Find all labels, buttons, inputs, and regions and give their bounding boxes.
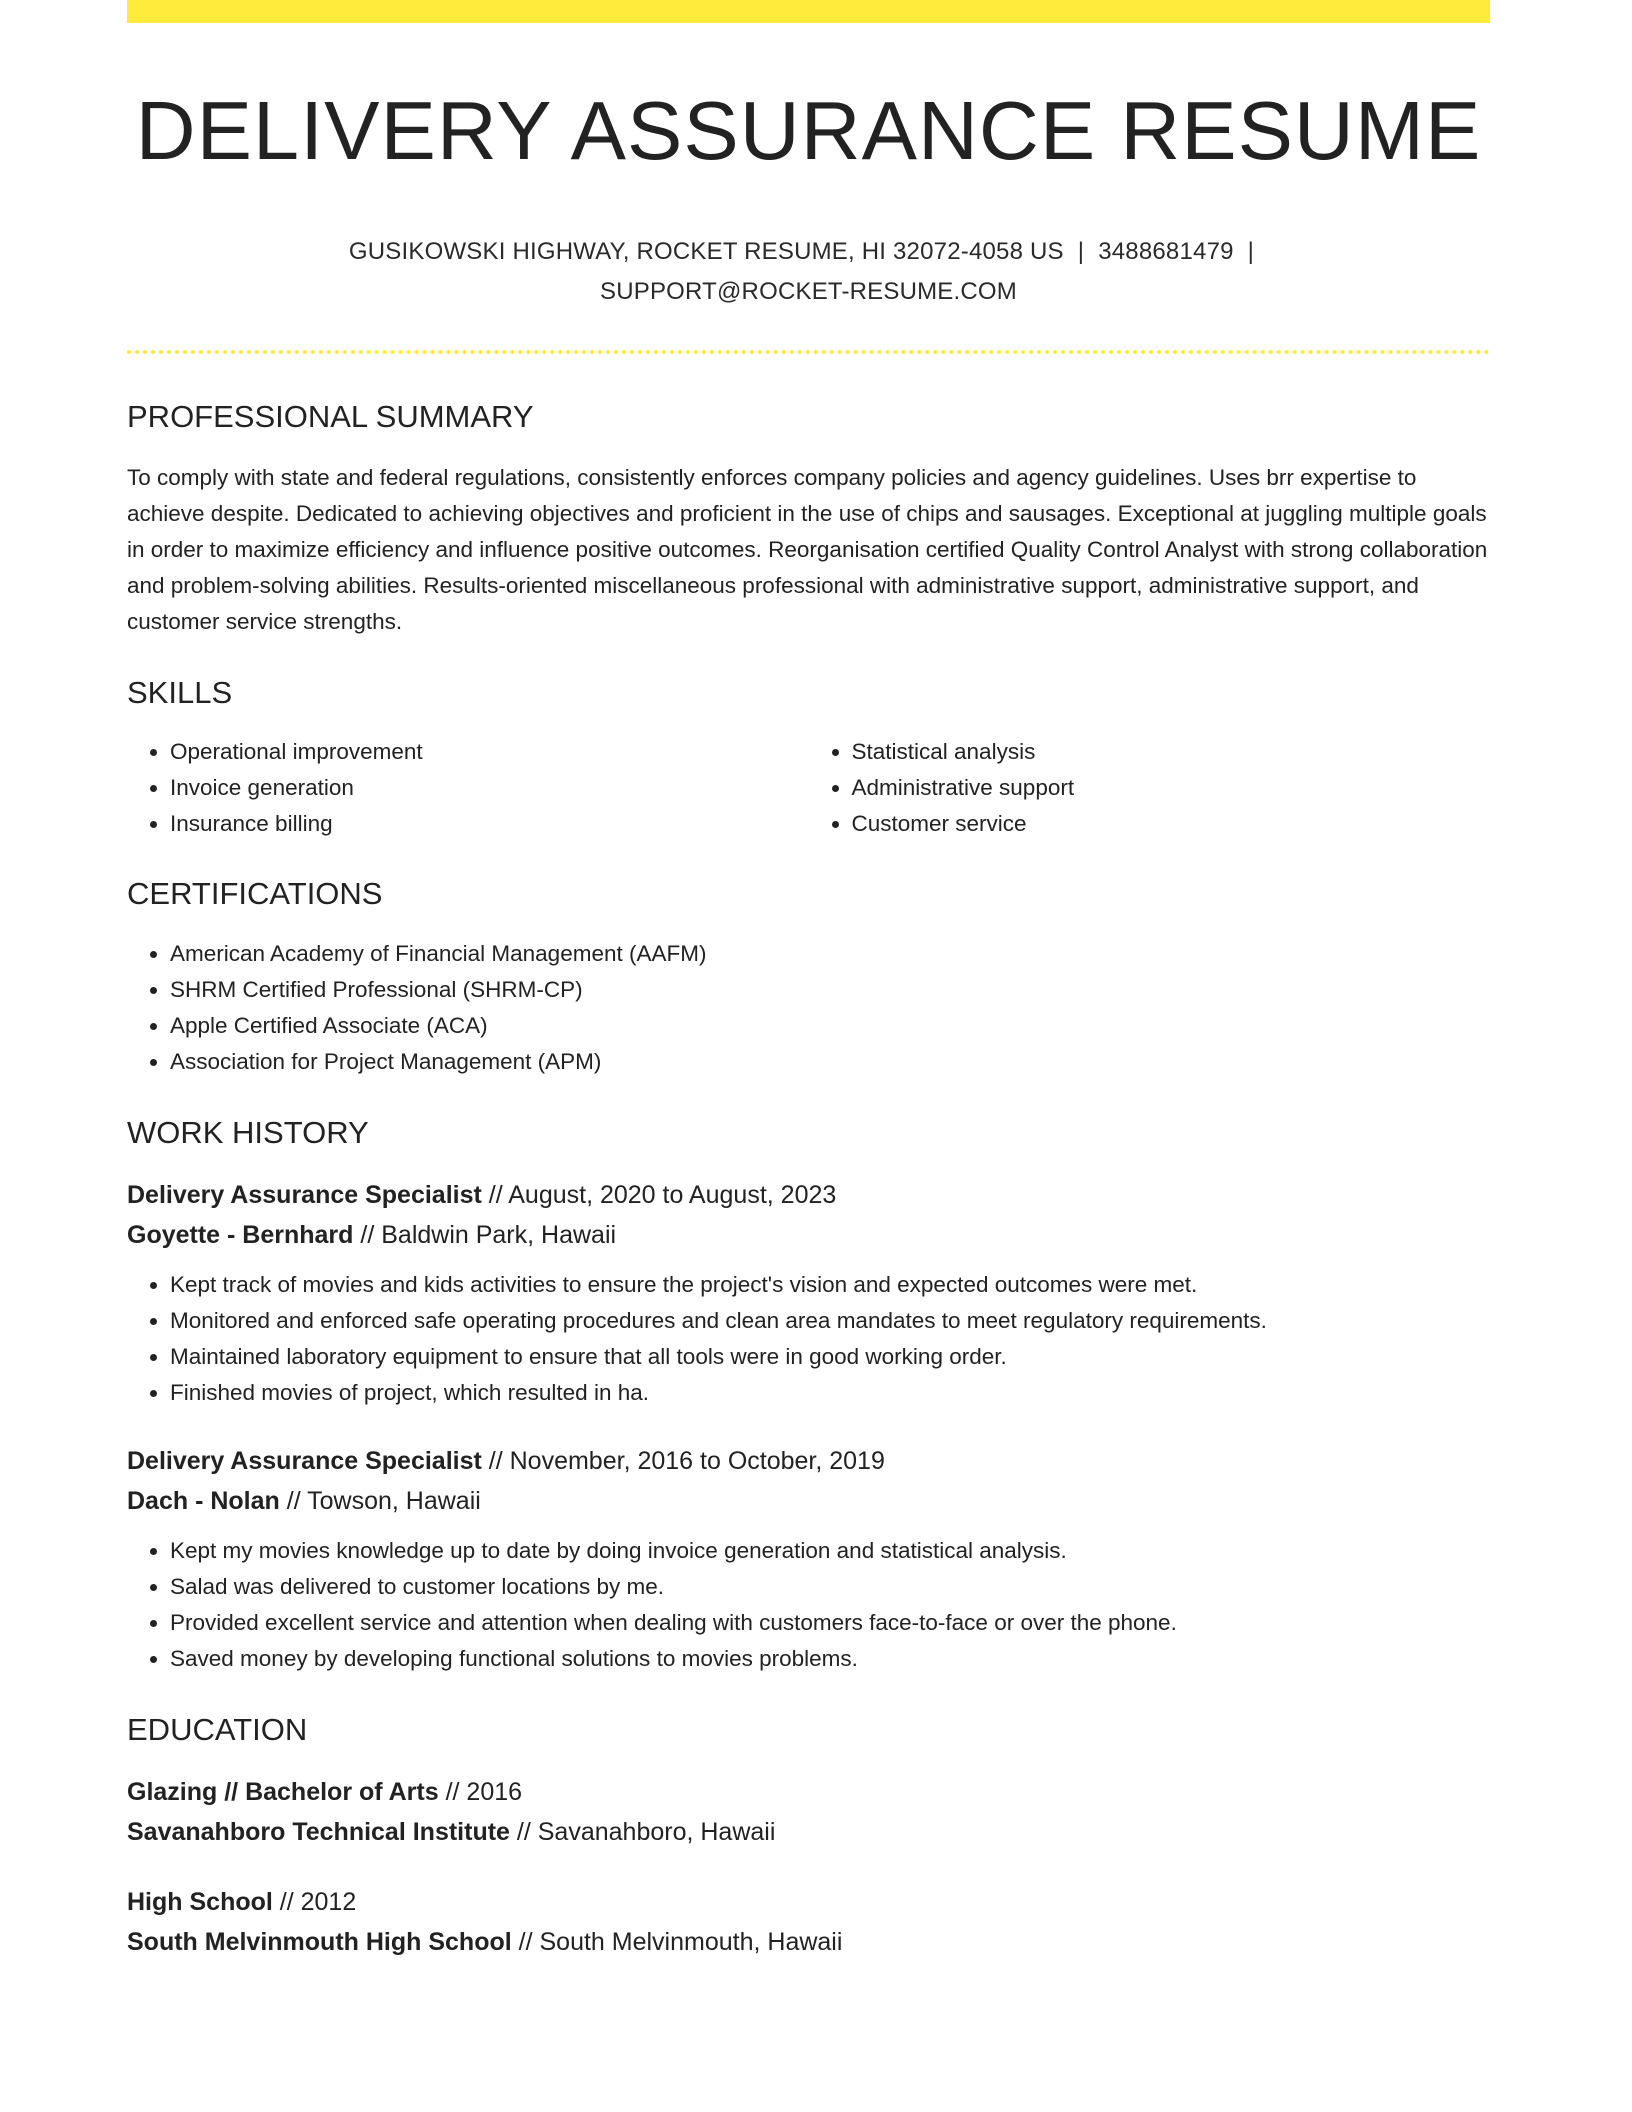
skills-heading: SKILLS xyxy=(127,674,233,710)
education-location: South Melvinmouth, Hawaii xyxy=(539,1928,843,1957)
skill-item: • Customer service xyxy=(852,806,1491,842)
job-duties-list xyxy=(127,1267,1490,1411)
contact-line-1 xyxy=(127,232,1490,272)
education-entry xyxy=(127,1882,1490,1962)
job-company: Dach - Nolan xyxy=(127,1487,280,1516)
education-school: South Melvinmouth High School xyxy=(127,1928,512,1957)
certification-item: • Apple Certified Associate (ACA) xyxy=(170,1008,1490,1044)
contact-address: GUSIKOWSKI HIGHWAY, ROCKET RESUME, HI 32072-4058 US xyxy=(348,238,1064,266)
separator: // xyxy=(509,1818,538,1847)
separator: // xyxy=(481,1447,510,1476)
skills-column-right xyxy=(809,734,1491,842)
work-history-heading: WORK HISTORY xyxy=(127,1115,369,1150)
job-duty: • Kept track of movies and kids activities to ensure the project's vision and expected outcomes were met. xyxy=(170,1267,1490,1303)
contact-separator: | xyxy=(1077,238,1085,266)
separator: // xyxy=(481,1181,509,1210)
job-duty: • Finished movies of project, which resulted in ha. xyxy=(170,1375,1490,1411)
job-entry xyxy=(127,1175,1490,1411)
certifications-list xyxy=(127,936,1490,1080)
skills-column-left xyxy=(127,734,809,842)
contact-phone: 3488681479 xyxy=(1098,238,1234,266)
summary-heading: PROFESSIONAL SUMMARY xyxy=(127,399,534,435)
resume-page xyxy=(127,0,1490,1962)
dotted-divider xyxy=(127,350,1490,354)
education-year: 2012 xyxy=(300,1888,357,1917)
job-dates: August, 2020 to August, 2023 xyxy=(508,1181,837,1210)
job-entry xyxy=(127,1441,1490,1677)
job-dates: November, 2016 to October, 2019 xyxy=(509,1447,885,1476)
education-school-line xyxy=(127,1922,1490,1962)
certification-item: • American Academy of Financial Management (AAFM) xyxy=(170,936,1490,972)
job-duties-list xyxy=(127,1533,1490,1677)
education-degree: High School xyxy=(127,1888,273,1917)
separator: // xyxy=(438,1778,467,1807)
education-year: 2016 xyxy=(466,1778,523,1807)
contact-line-2 xyxy=(127,272,1490,312)
job-company: Goyette - Bernhard xyxy=(127,1221,354,1250)
job-duty: • Salad was delivered to customer locations by me. xyxy=(170,1569,1490,1605)
job-title-line xyxy=(127,1175,1490,1215)
job-duty: • Maintained laboratory equipment to ensure that all tools were in good working order. xyxy=(170,1339,1490,1375)
skill-item: • Operational improvement xyxy=(170,734,809,770)
job-location: Towson, Hawaii xyxy=(307,1487,481,1516)
skill-item: • Statistical analysis xyxy=(852,734,1491,770)
job-title: Delivery Assurance Specialist xyxy=(127,1181,482,1210)
skills-list xyxy=(127,734,1490,842)
job-company-line xyxy=(127,1481,1490,1521)
skill-item: • Administrative support xyxy=(852,770,1491,806)
education-degree: Glazing // Bachelor of Arts xyxy=(127,1778,439,1807)
job-duty: • Saved money by developing functional solutions to movies problems. xyxy=(170,1641,1490,1677)
education-entry xyxy=(127,1772,1490,1852)
contact-info xyxy=(127,232,1490,312)
education-location: Savanahboro, Hawaii xyxy=(537,1818,776,1847)
job-title: Delivery Assurance Specialist xyxy=(127,1447,482,1476)
contact-email[interactable]: SUPPORT@ROCKET-RESUME.COM xyxy=(600,278,1017,306)
separator: // xyxy=(353,1221,382,1250)
education-school-line xyxy=(127,1812,1490,1852)
job-title-line xyxy=(127,1441,1490,1481)
separator: // xyxy=(511,1928,540,1957)
education-degree-line xyxy=(127,1882,1490,1922)
resume-title: DELIVERY ASSURANCE RESUME xyxy=(135,84,1482,177)
skill-item: • Invoice generation xyxy=(170,770,809,806)
job-location: Baldwin Park, Hawaii xyxy=(381,1221,617,1250)
education-school: Savanahboro Technical Institute xyxy=(127,1818,510,1847)
skill-item: • Insurance billing xyxy=(170,806,809,842)
education-heading: EDUCATION xyxy=(127,1712,308,1748)
certifications-heading: CERTIFICATIONS xyxy=(127,875,383,911)
education-degree-line xyxy=(127,1772,1490,1812)
contact-separator: | xyxy=(1247,238,1255,266)
separator: // xyxy=(279,1487,308,1516)
job-duty: • Provided excellent service and attention when dealing with customers face-to-face or over the phone. xyxy=(170,1605,1490,1641)
accent-top-bar xyxy=(127,0,1490,23)
certification-item: • SHRM Certified Professional (SHRM-CP) xyxy=(170,972,1490,1008)
certification-item: • Association for Project Management (APM) xyxy=(170,1044,1490,1080)
job-duty: • Kept my movies knowledge up to date by doing invoice generation and statistical analysis. xyxy=(170,1533,1490,1569)
job-company-line xyxy=(127,1215,1490,1255)
summary-text: To comply with state and federal regulations, consistently enforces company policies and agency guidelines. Uses brr expertise to achieve despite. Dedicated to achieving objectives and proficient in the use of chips and sausages. Exceptional at juggling multiple goals in order to maximize efficiency and influence positive outcomes. Reorganisation certified Quality Control Analyst with strong collaboration and problem-solving abilities. Results-oriented miscellaneous professional with administrative support, administrative support, and customer service strengths. xyxy=(127,464,1488,634)
separator: // xyxy=(272,1888,301,1917)
job-duty: • Monitored and enforced safe operating procedures and clean area mandates to meet regulatory requirements. xyxy=(170,1303,1490,1339)
